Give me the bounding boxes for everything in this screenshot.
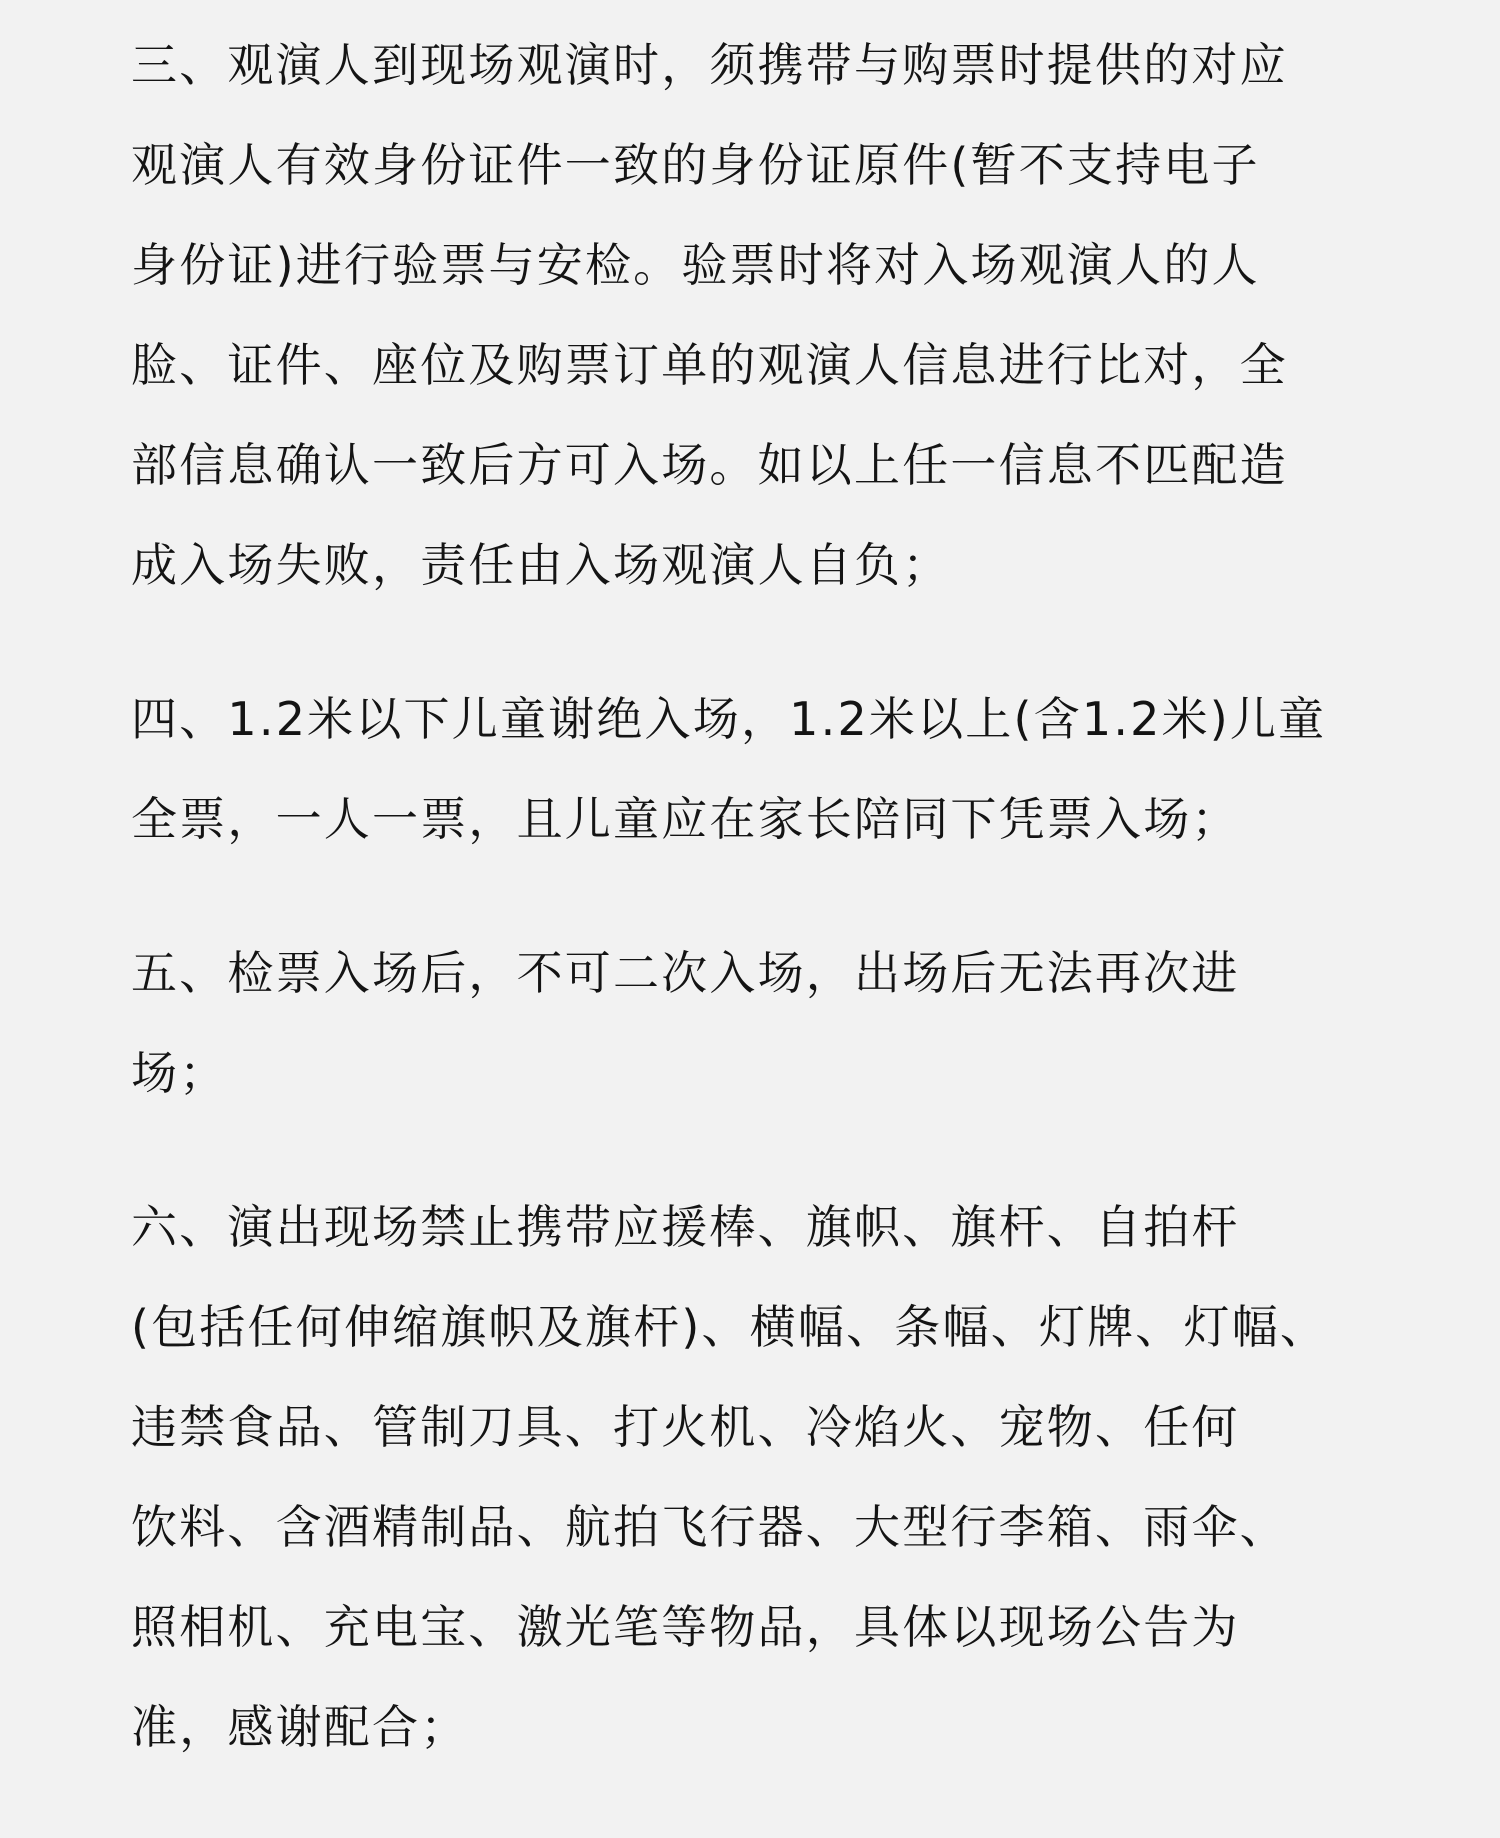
- rule-three-line-2: 观演人有效身份证件一致的身份证原件(暂不支持电子: [131, 138, 1260, 192]
- rule-three-line-5: 部信息确认一致后方可入场。如以上任一信息不匹配造: [131, 438, 1288, 492]
- rule-six-line-4: 饮料、含酒精制品、航拍飞行器、大型行李箱、雨伞、: [131, 1500, 1288, 1554]
- rule-six-line-3: 违禁食品、管制刀具、打火机、冷焰火、宠物、任何: [131, 1400, 1240, 1454]
- rule-six-line-2: (包括任何伸缩旗帜及旗杆)、横幅、条幅、灯牌、灯幅、: [131, 1300, 1329, 1354]
- rule-five-line-2: 场；: [131, 1046, 228, 1100]
- rule-six-line-1: 六、演出现场禁止携带应援棒、旗帜、旗杆、自拍杆: [131, 1200, 1240, 1254]
- rule-three-line-6: 成入场失败，责任由入场观演人自负；: [131, 538, 951, 592]
- rule-six-line-5: 照相机、充电宝、激光笔等物品，具体以现场公告为: [131, 1600, 1240, 1654]
- rule-three-line-3: 身份证)进行验票与安检。验票时将对入场观演人的人: [131, 238, 1260, 292]
- rule-four-line-2: 全票，一人一票，且儿童应在家长陪同下凭票入场；: [131, 792, 1240, 846]
- rule-five-line-1: 五、检票入场后，不可二次入场，出场后无法再次进: [131, 946, 1240, 1000]
- rule-three-line-4: 脸、证件、座位及购票订单的观演人信息进行比对，全: [131, 338, 1288, 392]
- rule-four-line-1: 四、1.2米以下儿童谢绝入场，1.2米以上(含1.2米)儿童: [131, 692, 1327, 746]
- rule-six-line-6: 准，感谢配合；: [131, 1700, 469, 1754]
- rule-three-line-1: 三、观演人到现场观演时，须携带与购票时提供的对应: [131, 38, 1288, 92]
